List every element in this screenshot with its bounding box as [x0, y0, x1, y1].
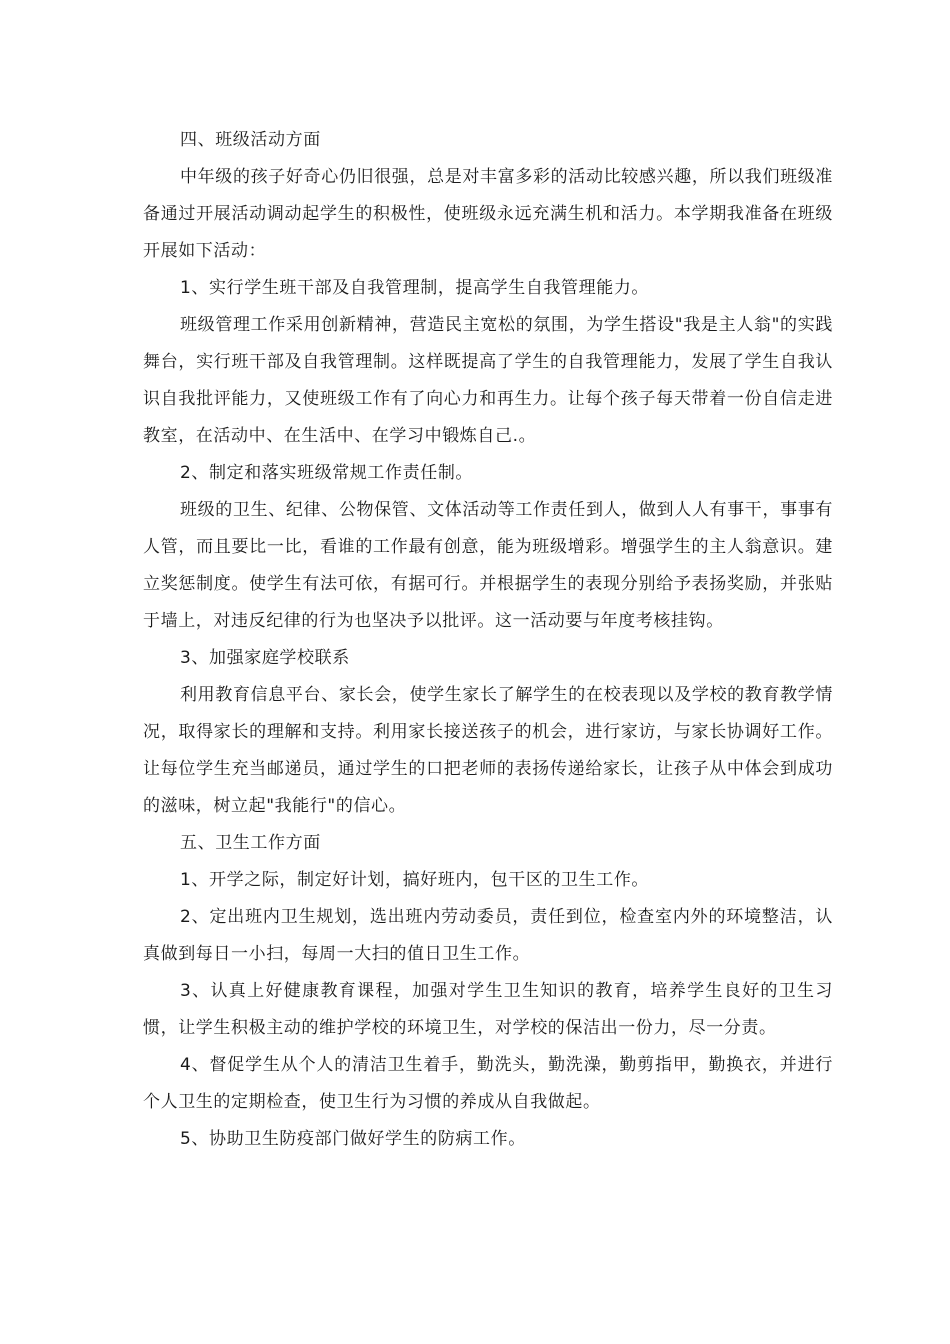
- section-heading-hygiene: 五、卫生工作方面: [180, 833, 321, 853]
- list-item-disease-prevention: 5、协助卫生防疫部门做好学生的防病工作。: [180, 1129, 526, 1149]
- paragraph-responsibility-details: 班级的卫生、纪律、公物保管、文体活动等工作责任到人，做到人人有事干，事事有人管，而且要比一比，看谁的工作最有创意，能为班级增彩。增强学生的主人翁意识。建立奖惩制度。使学生有法可依，有据可行。并根据学生的表现分别给予表扬奖励，并张贴于墙上，对违反纪律的行为也坚决予以批评。这一活动要与年度考核挂钩。: [143, 500, 833, 631]
- section-heading-class-activities: 四、班级活动方面: [180, 130, 321, 150]
- list-item-hygiene-plan: 1、开学之际，制定好计划，搞好班内，包干区的卫生工作。: [180, 870, 650, 890]
- paragraph-class-management: 班级管理工作采用创新精神，营造民主宽松的氛围，为学生搭设"我是主人翁"的实践舞台，实行班干部及自我管理制。这样既提高了学生的自我管理能力，发展了学生自我认识自我批评能力，又使班级工作有了向心力和再生力。让每个孩子每天带着一份自信走进教室，在活动中、在生活中、在学习中锻炼自己.。: [143, 315, 833, 446]
- paragraph-activities-intro: 中年级的孩子好奇心仍旧很强，总是对丰富多彩的活动比较感兴趣，所以我们班级准备通过开展活动调动起学生的积极性，使班级永远充满生机和活力。本学期我准备在班级开展如下活动：: [143, 167, 833, 261]
- document-body: [143, 122, 833, 1158]
- list-item-health-education: 3、认真上好健康教育课程，加强对学生卫生知识的教育，培养学生良好的卫生习惯，让学生积极主动的维护学校的环境卫生，对学校的保洁出一份力，尽一分责。: [143, 981, 833, 1038]
- paragraph-home-school-details: 利用教育信息平台、家长会，使学生家长了解学生的在校表现以及学校的教育教学情况，取得家长的理解和支持。利用家长接送孩子的机会，进行家访，与家长协调好工作。让每位学生充当邮递员，通过学生的口把老师的表扬传递给家长，让孩子从中体会到成功的滋味，树立起"我能行"的信心。: [143, 685, 833, 816]
- list-item-personal-hygiene: 4、督促学生从个人的清洁卫生着手，勤洗头，勤洗澡，勤剪指甲，勤换衣，并进行个人卫生的定期检查，使卫生行为习惯的养成从自我做起。: [143, 1055, 833, 1112]
- list-item-class-cadre-system: 1、实行学生班干部及自我管理制，提高学生自我管理能力。: [180, 278, 650, 298]
- list-item-responsibility-system: 2、制定和落实班级常规工作责任制。: [180, 463, 474, 483]
- list-item-home-school-contact: 3、加强家庭学校联系: [180, 648, 350, 668]
- list-item-hygiene-rules: 2、定出班内卫生规划，选出班内劳动委员，责任到位，检查室内外的环境整洁，认真做到每日一小扫，每周一大扫的值日卫生工作。: [143, 907, 833, 964]
